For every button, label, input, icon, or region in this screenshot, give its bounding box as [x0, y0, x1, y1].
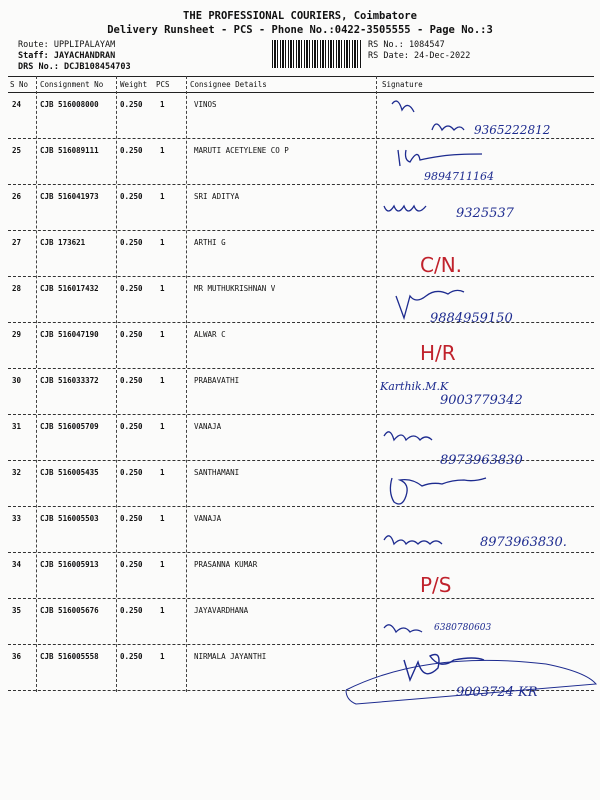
row-separator [8, 598, 594, 599]
col-weight: Weight [120, 80, 148, 89]
row-consignee: PRASANNA KUMAR [194, 560, 258, 569]
row-sno: 27 [12, 238, 22, 247]
col-consignee: Consignee Details [190, 80, 267, 89]
rs-date: RS Date: 24-Dec-2022 [368, 51, 471, 61]
row-consignment-no: CJB 173621 [40, 238, 86, 247]
signature-scrawl [384, 625, 422, 632]
row-separator [8, 322, 594, 323]
handwritten-status: P/S [420, 573, 452, 597]
row-separator [8, 506, 594, 507]
row-consignment-no: CJB 516041973 [40, 192, 99, 201]
row-separator [8, 368, 594, 369]
row-separator [8, 644, 594, 645]
handwritten-status: C/N. [420, 253, 463, 277]
handwritten-status: H/R [420, 341, 456, 365]
header-bottom-border [8, 92, 594, 93]
row-consignment-no: CJB 516047190 [40, 330, 99, 339]
row-sno: 36 [12, 652, 22, 661]
column-divider [36, 76, 37, 692]
row-separator [8, 552, 594, 553]
handwritten-phone: 9325537 [456, 206, 514, 221]
handwritten-phone: 9003779342 [440, 393, 523, 408]
handwritten-phone: 9365222812 [474, 123, 551, 137]
row-weight: 0.250 [120, 560, 143, 569]
row-consignee: MR MUTHUKRISHNAN V [194, 284, 276, 293]
column-divider [186, 76, 187, 692]
handwritten-phone: 8973963830 [440, 453, 523, 468]
row-sno: 26 [12, 192, 22, 201]
handwritten-phone: 9884959150 [430, 311, 513, 326]
row-separator [8, 460, 594, 461]
row-pcs: 1 [160, 100, 165, 109]
row-separator [8, 138, 594, 139]
row-weight: 0.250 [120, 422, 143, 431]
row-pcs: 1 [160, 468, 165, 477]
drs-number: DRS No.: DCJB108454703 [18, 62, 131, 72]
row-weight: 0.250 [120, 652, 143, 661]
handwritten-phone: 6380780603 [434, 623, 492, 633]
row-consignment-no: CJB 516005558 [40, 652, 99, 661]
row-weight: 0.250 [120, 376, 143, 385]
row-pcs: 1 [160, 330, 165, 339]
runsheet-subtitle: Delivery Runsheet - PCS - Phone No.:0422-3505555 - Page No.:3 [107, 24, 493, 36]
row-consignee: VANAJA [194, 514, 222, 523]
handwritten-phone: 8973963830. [480, 535, 567, 550]
row-sno: 28 [12, 284, 22, 293]
row-consignee: VINOS [194, 100, 217, 109]
rs-number: RS No.: 1084547 [368, 40, 445, 50]
table-top-border [8, 76, 594, 77]
signature-scrawl [398, 150, 482, 166]
signature-scrawl [384, 206, 426, 211]
row-weight: 0.250 [120, 514, 143, 523]
barcode [272, 40, 362, 68]
col-consignment: Consignment No [40, 80, 104, 89]
row-pcs: 1 [160, 146, 165, 155]
row-sno: 33 [12, 514, 22, 523]
row-pcs: 1 [160, 652, 165, 661]
signature-scrawl [396, 290, 464, 318]
row-sno: 31 [12, 422, 22, 431]
row-weight: 0.250 [120, 284, 143, 293]
row-weight: 0.250 [120, 100, 143, 109]
row-separator [8, 690, 594, 691]
row-pcs: 1 [160, 192, 165, 201]
row-weight: 0.250 [120, 468, 143, 477]
row-consignment-no: CJB 516017432 [40, 284, 99, 293]
row-separator [8, 230, 594, 231]
col-sno: S No [10, 80, 29, 89]
row-consignment-no: CJB 516005676 [40, 606, 99, 615]
row-sno: 32 [12, 468, 22, 477]
row-separator [8, 184, 594, 185]
handwritten-phone: 9894711164 [424, 170, 494, 183]
row-consignee: SANTHAMANI [194, 468, 240, 477]
row-consignment-no: CJB 516005435 [40, 468, 99, 477]
row-sno: 25 [12, 146, 22, 155]
company-title: THE PROFESSIONAL COURIERS, Coimbatore [183, 10, 417, 22]
signature-scrawl [432, 124, 464, 130]
handwritten-phone: 9003724 KR [456, 685, 538, 700]
row-consignee: NIRMALA JAYANTHI [194, 652, 267, 661]
row-consignment-no: CJB 516008000 [40, 100, 99, 109]
row-sno: 35 [12, 606, 22, 615]
col-pcs: PCS [156, 80, 170, 89]
row-pcs: 1 [160, 560, 165, 569]
row-pcs: 1 [160, 606, 165, 615]
row-weight: 0.250 [120, 192, 143, 201]
row-sno: 30 [12, 376, 22, 385]
row-weight: 0.250 [120, 238, 143, 247]
row-pcs: 1 [160, 376, 165, 385]
handwritten-name: Karthik.M.K [380, 380, 449, 393]
row-weight: 0.250 [120, 330, 143, 339]
row-sno: 29 [12, 330, 22, 339]
row-pcs: 1 [160, 514, 165, 523]
row-consignee: PRABAVATHI [194, 376, 240, 385]
row-weight: 0.250 [120, 146, 143, 155]
staff-label: Staff: JAYACHANDRAN [18, 51, 116, 61]
row-pcs: 1 [160, 238, 165, 247]
column-divider [376, 76, 377, 692]
row-consignee: JAYAVARDHANA [194, 606, 249, 615]
col-signature: Signature [382, 80, 423, 89]
row-consignee: MARUTI ACETYLENE CO P [194, 146, 289, 155]
row-consignee: SRI ADITYA [194, 192, 240, 201]
row-separator [8, 276, 594, 277]
row-consignee: ARTHI G [194, 238, 226, 247]
signature-scrawl [384, 536, 442, 544]
row-sno: 34 [12, 560, 22, 569]
row-weight: 0.250 [120, 606, 143, 615]
row-pcs: 1 [160, 422, 165, 431]
row-consignee: ALWAR C [194, 330, 226, 339]
row-consignment-no: CJB 516005503 [40, 514, 99, 523]
signature-scrawl [384, 432, 432, 440]
row-pcs: 1 [160, 284, 165, 293]
row-consignment-no: CJB 516005913 [40, 560, 99, 569]
signature-scrawl [392, 101, 414, 112]
row-consignee: VANAJA [194, 422, 222, 431]
signature-scrawl [390, 478, 486, 504]
column-divider [116, 76, 117, 692]
route-label: Route: UPPLIPALAYAM [18, 40, 116, 50]
signature-loop [346, 660, 596, 704]
signature-scrawl [404, 655, 484, 681]
row-consignment-no: CJB 516033372 [40, 376, 99, 385]
row-consignment-no: CJB 516089111 [40, 146, 99, 155]
row-separator [8, 414, 594, 415]
row-consignment-no: CJB 516005709 [40, 422, 99, 431]
row-sno: 24 [12, 100, 22, 109]
